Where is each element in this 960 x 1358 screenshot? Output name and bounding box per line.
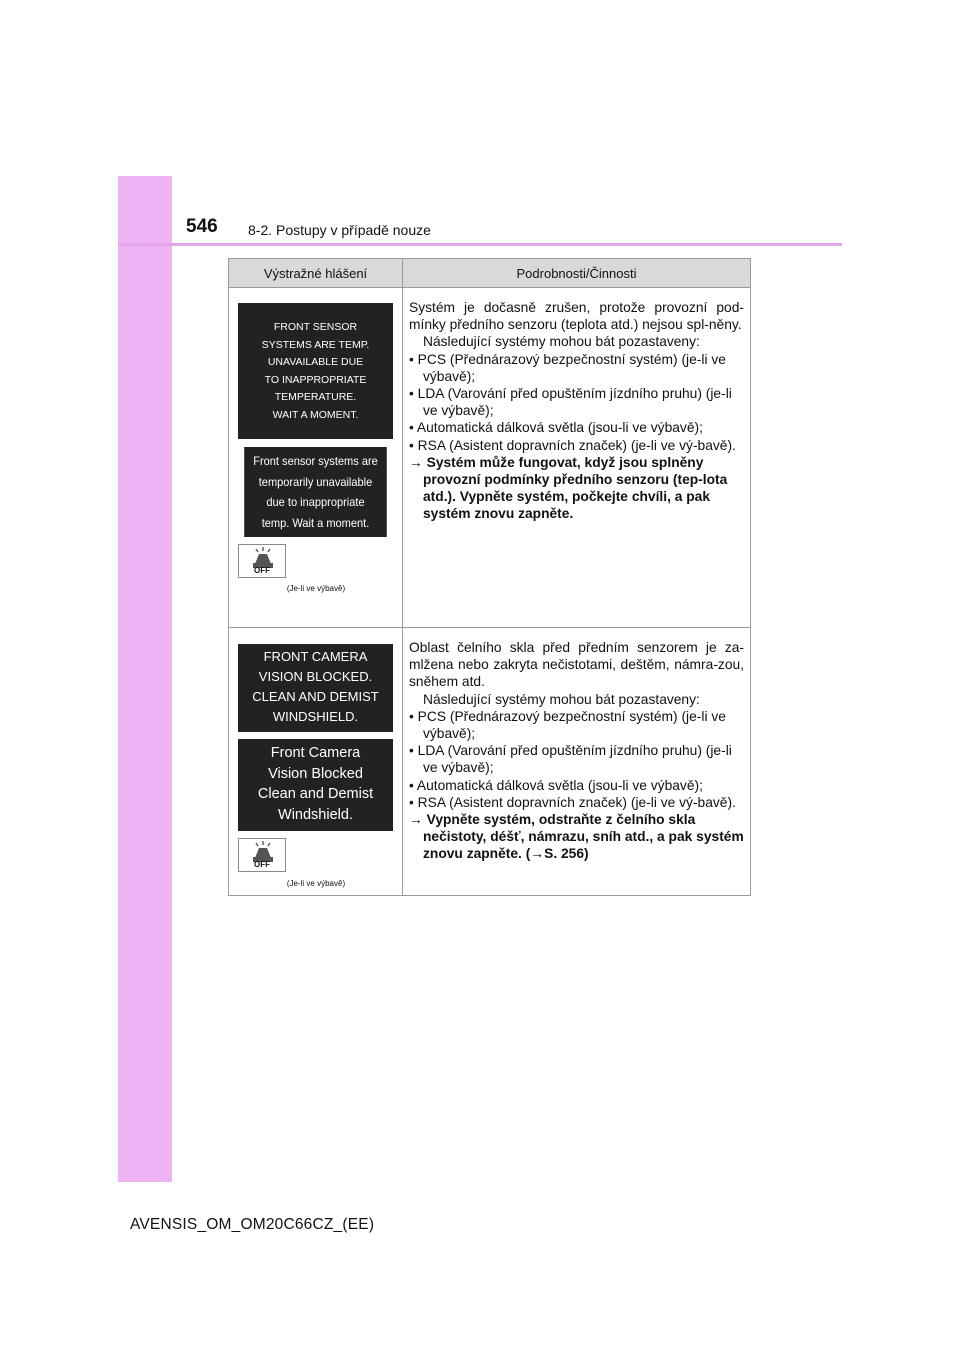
description-text: Systém je dočasně zrušen, protože provozní pod-mínky předního senzoru (teplota atd.) nejsou spl-něny. — [409, 300, 744, 333]
section-title: 8-2. Postupy v případě nouze — [248, 222, 431, 238]
table-header-row — [229, 259, 751, 288]
lda-off-icon — [238, 838, 286, 872]
list-item: • PCS (Přednárazový bezpečnostní systém) (je-li ve výbavě); — [409, 708, 726, 742]
header-rule — [118, 243, 842, 246]
affected-systems-lead: Následující systémy mohou bát pozastaveny: — [423, 691, 700, 707]
list-item: • RSA (Asistent dopravních značek) (je-li ve vý-bavě). — [409, 794, 736, 810]
list-item: • Automatická dálková světla (jsou-li ve výbavě); — [409, 777, 703, 793]
optional-equipment-note: (Je-li ve výbavě) — [286, 584, 346, 593]
optional-equipment-note: (Je-li ve výbavě) — [286, 879, 346, 888]
document-code: AVENSIS_OM_OM20C66CZ_(EE) — [130, 1216, 375, 1233]
warning-images-cell — [229, 628, 403, 896]
display-message-front-camera: FRONT CAMERA VISION BLOCKED. CLEAN AND DEMIST WINDSHIELD. — [238, 644, 393, 732]
action-instruction: → Systém může fungovat, když jsou splněny provozní podmínky předního senzoru (tep-lota atd.). Vypněte systém, počkejte chvíli, a pak systém znovu zapněte. — [409, 454, 728, 522]
description-text: Oblast čelního skla před předním senzorem je za-mlžena nebo zakryta nečistotami, deštěm, námra-zou, sněhem atd. — [409, 640, 744, 690]
affected-systems-lead: Následující systémy mohou bát pozastaveny: — [423, 334, 700, 350]
list-item: • Automatická dálková světla (jsou-li ve výbavě); — [409, 420, 703, 436]
display-message-front-camera-alt: Front Camera Vision Blocked Clean and Demist Windshield. — [238, 739, 393, 831]
column-header-details: Podrobnosti/Činnosti — [403, 259, 751, 288]
list-item: • RSA (Asistent dopravních značek) (je-li ve vý-bavě). — [409, 437, 736, 453]
display-message-front-sensor: FRONT SENSOR SYSTEMS ARE TEMP. UNAVAILABLE DUE TO INAPPROPRIATE TEMPERATURE. WAIT A MOMENT. — [238, 303, 393, 439]
list-item: • LDA (Varování před opuštěním jízdního pruhu) (je-li ve výbavě); — [409, 386, 732, 419]
chapter-side-tab — [118, 176, 172, 1182]
list-item: • PCS (Přednárazový bezpečnostní systém) (je-li ve výbavě); — [409, 351, 726, 384]
details-cell — [403, 628, 751, 896]
warning-message-table — [228, 258, 751, 896]
warning-images-cell — [229, 288, 403, 628]
icon-off-label: OFF — [254, 566, 270, 575]
action-instruction: → Vypněte systém, odstraňte z čelního skla nečistoty, déšť, námrazu, sníh atd., a pak systém znovu zapněte. (→S. 256) — [409, 812, 744, 862]
lda-off-icon — [238, 544, 286, 578]
details-cell — [403, 288, 751, 628]
table-row — [229, 288, 751, 628]
page-number: 546 — [186, 216, 218, 237]
table-row — [229, 628, 751, 896]
icon-off-label: OFF — [254, 860, 270, 869]
display-message-front-sensor-alt: Front sensor systems are temporarily unavailable due to inappropriate temp. Wait a moment. — [244, 447, 387, 537]
list-item: • LDA (Varování před opuštěním jízdního pruhu) (je-li ve výbavě); — [409, 743, 732, 776]
column-header-message: Výstražné hlášení — [229, 259, 403, 288]
